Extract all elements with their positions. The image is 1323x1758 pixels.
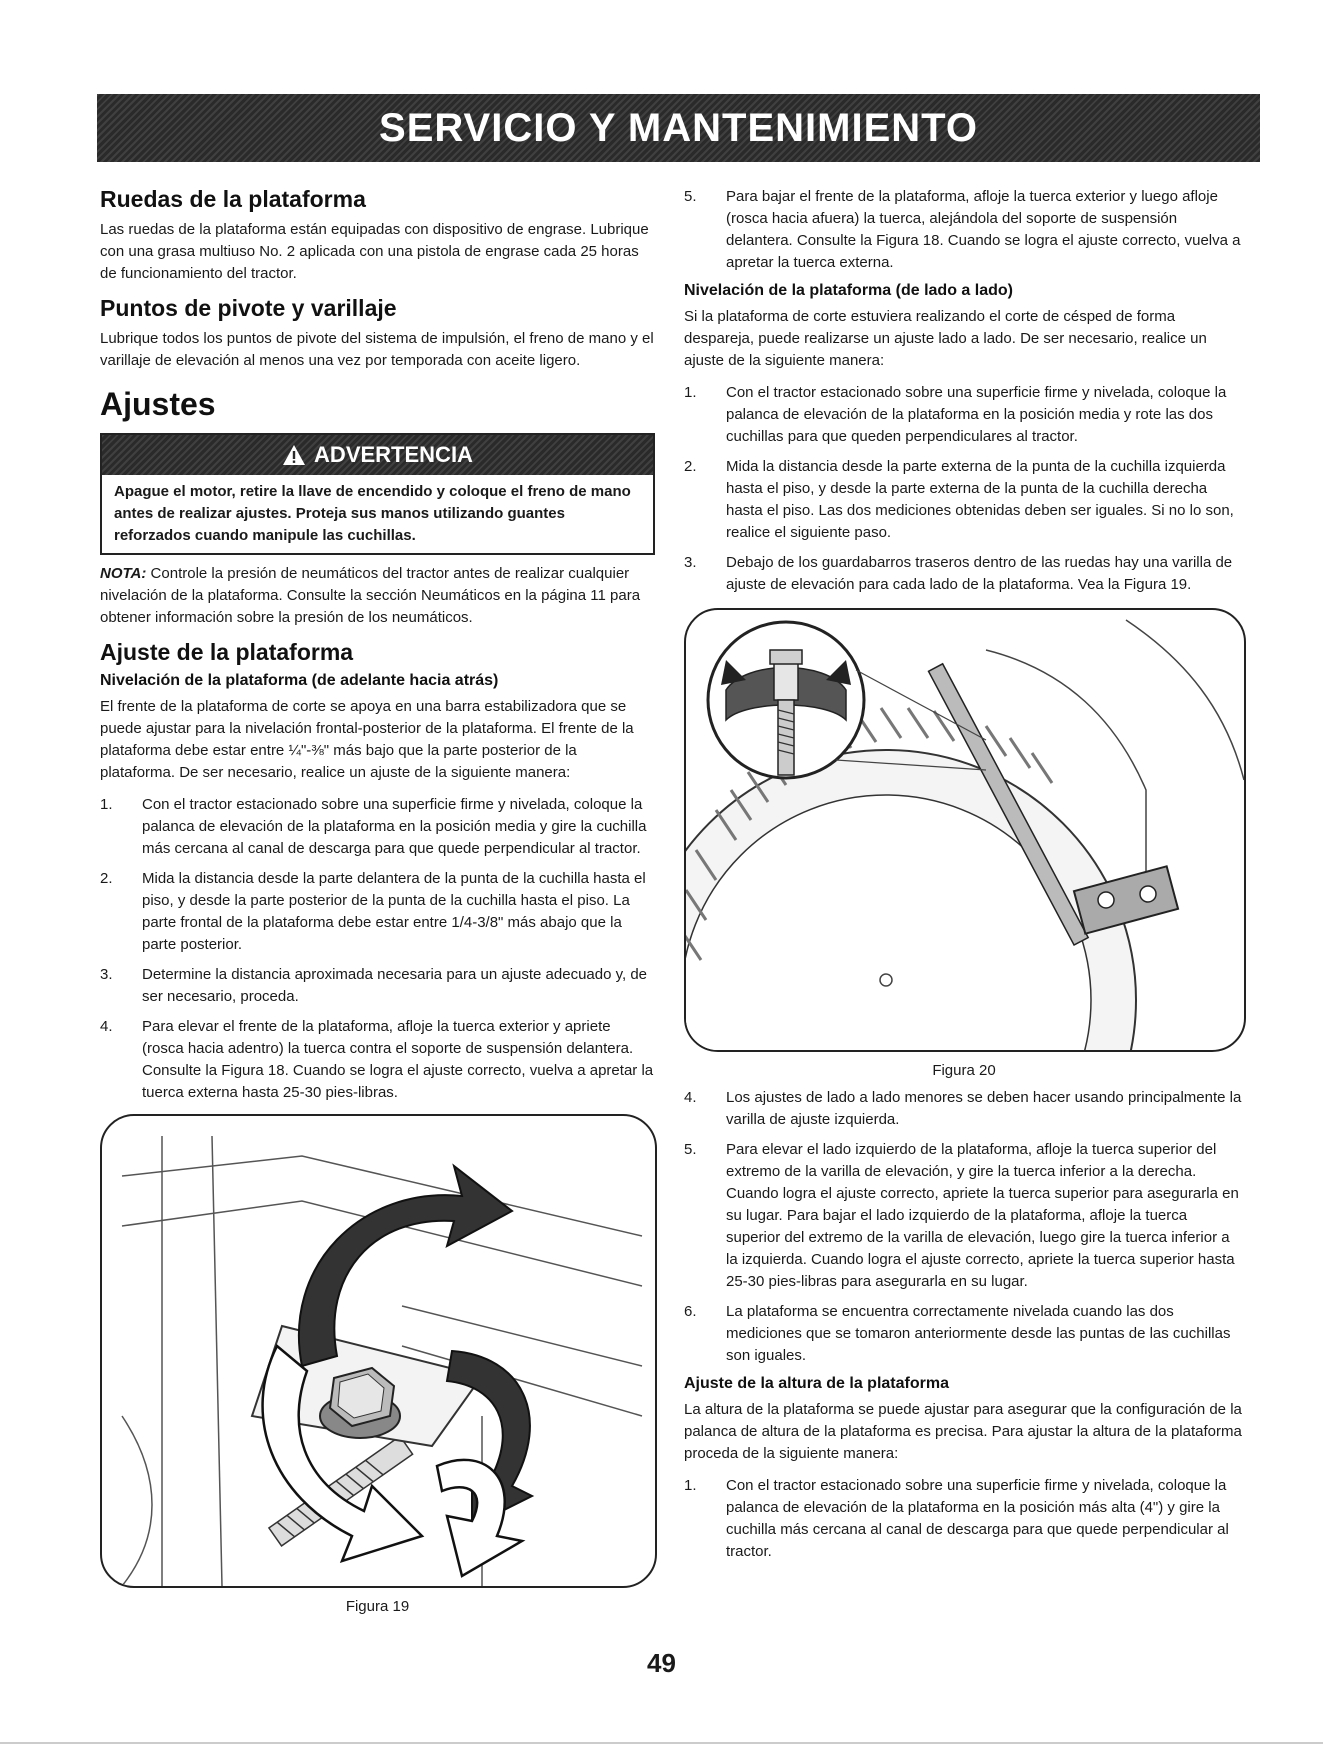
step-number: 4. <box>100 1018 113 1035</box>
step-number: 3. <box>684 554 697 571</box>
altura-heading: Ajuste de la altura de la plataforma <box>684 1375 949 1392</box>
section-title: SERVICIO Y MANTENIMIENTO <box>379 105 978 150</box>
nivelacion-heading: Nivelación de la plataforma (de adelante hacia atrás) <box>100 672 499 689</box>
ruedas-paragraph: Las ruedas de la plataforma están equipadas con dispositivo de engrase. Lubrique con una grasa multiuso No. 2 aplicada con una pistola de engrase cada 25 horas de funcionamiento del tractor. <box>100 221 649 282</box>
step-text: Con el tractor estacionado sobre una superficie firme y nivelada, coloque la palanca de elevación de la plataforma en la posición media y rote las dos cuchillas para que queden perpendiculares al tractor. <box>726 384 1227 445</box>
step-number: 1. <box>100 796 113 813</box>
figure-19-caption: Figura 19 <box>345 1598 410 1615</box>
nota-paragraph <box>100 563 655 629</box>
list-item <box>684 1139 1244 1293</box>
step-number: 2. <box>100 870 113 887</box>
warning-triangle-icon <box>282 444 306 466</box>
step-text: Los ajustes de lado a lado menores se deben hacer usando principalmente la varilla de ajuste izquierda. <box>726 1089 1242 1128</box>
section-banner <box>97 94 1260 162</box>
ruedas-heading: Ruedas de la plataforma <box>100 186 366 212</box>
lado-paragraph: Si la plataforma de corte estuviera realizando el corte de césped de forma despareja, puede realizarse un ajuste lado a lado. De ser necesario, realice un ajuste de la siguiente manera: <box>684 308 1207 369</box>
figure-20-caption: Figura 20 <box>932 1062 996 1079</box>
lado-steps <box>684 382 1244 596</box>
step-number: 1. <box>684 384 697 401</box>
nivelacion-steps-continued <box>684 186 1244 274</box>
pivote-heading: Puntos de pivote y varillaje <box>100 295 397 321</box>
list-item <box>100 794 655 860</box>
step-text: Para bajar el frente de la plataforma, afloje la tuerca exterior y luego afloje (rosca hacia afuera) la tuerca, alejándola del soporte de suspensión delantera. Consulte la Figura 18. Cuando se logra el ajuste correcto, vuelva a apretar la tuerca externa. <box>726 188 1241 271</box>
list-item <box>684 1475 1244 1563</box>
step-number: 2. <box>684 458 697 475</box>
warning-header <box>102 435 653 475</box>
step-text: Mida la distancia desde la parte delantera de la punta de la cuchilla hasta el piso, y desde la parte posterior de la punta de la cuchilla hasta el piso. La parte frontal de la plataforma debe estar entre 1/4-3/8" más abajo que la parte posterior. <box>142 870 646 953</box>
step-text: Mida la distancia desde la parte externa de la punta de la cuchilla izquierda hasta el piso, y desde la parte externa de la punta de la cuchilla derecha hasta el piso. Las dos mediciones obtenidas deben ser iguales. Si no lo son, realice el siguiente paso. <box>726 458 1234 541</box>
bottom-divider <box>0 1742 1323 1744</box>
warning-text: Apague el motor, retire la llave de encendido y coloque el freno de mano antes de realizar ajustes. Proteja sus manos utilizando guantes reforzados cuando manipule las cuchillas. <box>114 483 631 544</box>
right-column <box>684 186 1244 1571</box>
list-item <box>684 1301 1244 1367</box>
step-text: Con el tractor estacionado sobre una superficie firme y nivelada, coloque la palanca de elevación de la plataforma en la posición más alta (4") y gire la cuchilla más cercana al canal de descarga para que quede perpendicular al tractor. <box>726 1477 1229 1560</box>
step-text: Con el tractor estacionado sobre una superficie firme y nivelada, coloque la palanca de elevación de la plataforma en la posición media y gire la cuchilla más cercana al canal de descarga para que quede perpendicular al tractor. <box>142 796 647 857</box>
pivote-paragraph: Lubrique todos los puntos de pivote del sistema de impulsión, el freno de mano y el varillaje de elevación al menos una vez por temporada con aceite ligero. <box>100 330 654 369</box>
lift-rod-illustration <box>686 610 1244 1050</box>
altura-steps <box>684 1475 1244 1563</box>
list-item <box>100 868 655 956</box>
step-number: 6. <box>684 1303 697 1320</box>
list-item <box>684 456 1244 544</box>
step-text: Para elevar el frente de la plataforma, afloje la tuerca exterior y apriete (rosca hacia adentro) la tuerca contra el soporte de suspensión delantera. Consulte la Figura 18. Cuando se logra el ajuste correcto, vuelva a apretar la tuerca externa hasta 25-30 pies-libras. <box>142 1018 654 1101</box>
bolt-rotation-illustration <box>102 1116 655 1586</box>
step-number: 3. <box>100 966 113 983</box>
list-item <box>684 382 1244 448</box>
figure-19-illustration <box>100 1114 657 1588</box>
step-text: La plataforma se encuentra correctamente nivelada cuando las dos mediciones que se tomaron anteriormente desde las puntas de las cuchillas son iguales. <box>726 1303 1231 1364</box>
altura-paragraph: La altura de la plataforma se puede ajustar para asegurar que la configuración de la palanca de altura de la plataforma es precisa. Para ajustar la altura de la plataforma proceda de la siguiente manera: <box>684 1401 1242 1462</box>
step-number: 4. <box>684 1089 697 1106</box>
nota-text: Controle la presión de neumáticos del tractor antes de realizar cualquier nivelación de la plataforma. Consulte la sección Neumáticos en la página 11 para obtener información sobre la presión de los neumáticos. <box>100 565 641 626</box>
lado-steps-continued <box>684 1087 1244 1367</box>
step-number: 5. <box>684 1141 697 1158</box>
step-number: 1. <box>684 1477 697 1494</box>
list-item <box>100 1016 655 1104</box>
lado-heading: Nivelación de la plataforma (de lado a lado) <box>684 282 1013 299</box>
nivelacion-steps <box>100 794 655 1104</box>
ajustes-heading: Ajustes <box>100 386 216 422</box>
step-text: Debajo de los guardabarros traseros dentro de las ruedas hay una varilla de ajuste de elevación para cada lado de la plataforma. Vea la Figura 19. <box>726 554 1233 593</box>
nota-label: NOTA: <box>100 565 147 582</box>
step-text: Determine la distancia aproximada necesaria para un ajuste adecuado y, de ser necesario, proceda. <box>142 966 648 1005</box>
list-item <box>684 186 1244 274</box>
ajuste-plataforma-heading: Ajuste de la plataforma <box>100 639 354 665</box>
step-number: 5. <box>684 188 697 205</box>
list-item <box>684 1087 1244 1131</box>
step-text: Para elevar el lado izquierdo de la plataforma, afloje la tuerca superior del extremo de la varilla de elevación, y gire la tuerca inferior a la derecha. Cuando logra el ajuste correcto, apriete la tuerca superior para asegurarla en su lugar. Para bajar el lado izquierdo de la plataforma, afloje la tuerca superior del extremo de la varilla de elevación, luego gire la tuerca inferior a la izquierda. Cuando logra el ajuste correcto, apriete la tuerca superior hasta 25-30 pies-libras para asegurarla en su lugar. <box>726 1141 1239 1290</box>
page-number: 49 <box>647 1648 676 1678</box>
warning-title: ADVERTENCIA <box>314 442 473 467</box>
nivelacion-paragraph: El frente de la plataforma de corte se apoya en una barra estabilizadora que se puede ajustar para la nivelación frontal-posterior de la plataforma. El frente de la plataforma debe estar entre ¼"-⅜" más bajo que la parte posterior de la plataforma. De ser necesario, realice un ajuste de la siguiente manera: <box>100 698 634 781</box>
list-item <box>684 552 1244 596</box>
left-column <box>100 186 655 1623</box>
figure-20-illustration <box>684 608 1246 1052</box>
warning-box <box>100 433 655 555</box>
list-item <box>100 964 655 1008</box>
